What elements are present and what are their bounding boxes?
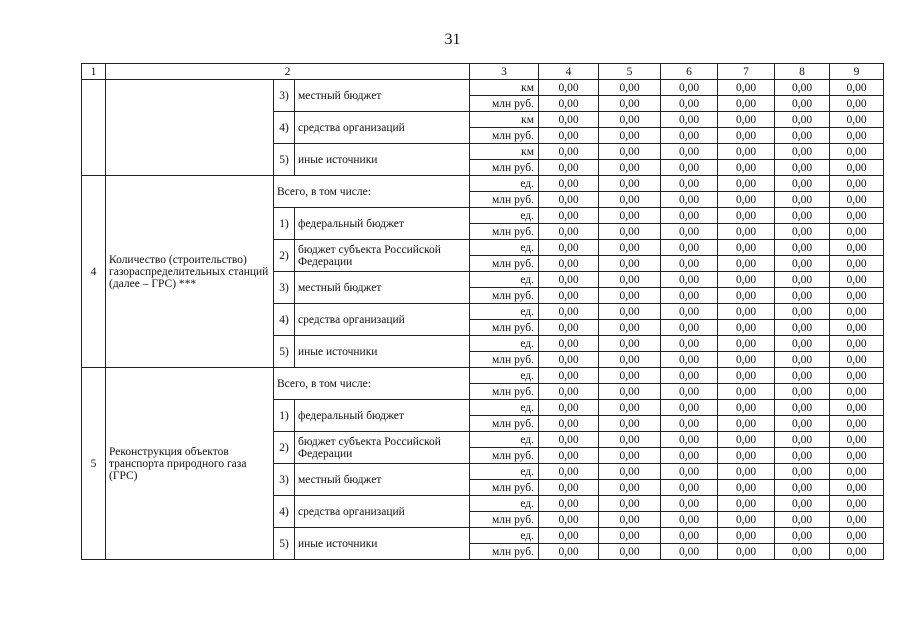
section-name — [106, 80, 274, 176]
value-cell: 0,00 — [775, 400, 830, 416]
header-cell: 9 — [830, 64, 884, 80]
page-number: 31 — [444, 31, 461, 48]
source-index: 5) — [274, 528, 295, 560]
table-row — [82, 176, 884, 192]
value-cell: 0,00 — [539, 352, 599, 368]
value-cell: 0,00 — [830, 144, 884, 160]
value-cell: 0,00 — [830, 336, 884, 352]
source-index: 2) — [274, 432, 295, 464]
value-cell: 0,00 — [661, 336, 718, 352]
value-cell: 0,00 — [775, 304, 830, 320]
value-cell: 0,00 — [775, 416, 830, 432]
value-cell: 0,00 — [539, 336, 599, 352]
source-label: федеральный бюджет — [295, 400, 470, 432]
unit-cell: ед. — [470, 176, 539, 192]
value-cell: 0,00 — [830, 432, 884, 448]
value-cell: 0,00 — [599, 224, 661, 240]
unit-cell: ед. — [470, 208, 539, 224]
value-cell: 0,00 — [718, 416, 775, 432]
value-cell: 0,00 — [830, 176, 884, 192]
value-cell: 0,00 — [599, 160, 661, 176]
value-cell: 0,00 — [661, 128, 718, 144]
unit-cell: млн руб. — [470, 256, 539, 272]
value-cell: 0,00 — [830, 288, 884, 304]
value-cell: 0,00 — [718, 96, 775, 112]
value-cell: 0,00 — [539, 96, 599, 112]
value-cell: 0,00 — [775, 272, 830, 288]
value-cell: 0,00 — [775, 192, 830, 208]
value-cell: 0,00 — [599, 528, 661, 544]
value-cell: 0,00 — [775, 224, 830, 240]
value-cell: 0,00 — [830, 272, 884, 288]
value-cell: 0,00 — [718, 288, 775, 304]
header-cell: 2 — [106, 64, 470, 80]
value-cell: 0,00 — [775, 144, 830, 160]
value-cell: 0,00 — [599, 464, 661, 480]
value-cell: 0,00 — [539, 80, 599, 96]
value-cell: 0,00 — [775, 432, 830, 448]
unit-cell: млн руб. — [470, 384, 539, 400]
value-cell: 0,00 — [661, 352, 718, 368]
value-cell: 0,00 — [599, 112, 661, 128]
value-cell: 0,00 — [830, 208, 884, 224]
value-cell: 0,00 — [539, 480, 599, 496]
value-cell: 0,00 — [661, 160, 718, 176]
value-cell: 0,00 — [830, 256, 884, 272]
unit-cell: млн руб. — [470, 320, 539, 336]
section-name: Количество (строительство) газораспределительных станций (далее – ГРС) *** — [106, 176, 274, 368]
value-cell: 0,00 — [718, 384, 775, 400]
value-cell: 0,00 — [830, 400, 884, 416]
value-cell: 0,00 — [539, 176, 599, 192]
unit-cell: км — [470, 80, 539, 96]
value-cell: 0,00 — [775, 336, 830, 352]
financing-table — [81, 63, 884, 560]
value-cell: 0,00 — [661, 224, 718, 240]
unit-cell: млн руб. — [470, 128, 539, 144]
value-cell: 0,00 — [718, 432, 775, 448]
value-cell: 0,00 — [661, 368, 718, 384]
value-cell: 0,00 — [830, 80, 884, 96]
value-cell: 0,00 — [775, 496, 830, 512]
unit-cell: ед. — [470, 528, 539, 544]
value-cell: 0,00 — [830, 448, 884, 464]
value-cell: 0,00 — [539, 256, 599, 272]
value-cell: 0,00 — [539, 464, 599, 480]
unit-cell: млн руб. — [470, 224, 539, 240]
value-cell: 0,00 — [718, 160, 775, 176]
value-cell: 0,00 — [599, 144, 661, 160]
value-cell: 0,00 — [539, 400, 599, 416]
value-cell: 0,00 — [539, 432, 599, 448]
value-cell: 0,00 — [539, 160, 599, 176]
value-cell: 0,00 — [775, 384, 830, 400]
value-cell: 0,00 — [599, 96, 661, 112]
source-index: 2) — [274, 240, 295, 272]
value-cell: 0,00 — [718, 128, 775, 144]
value-cell: 0,00 — [718, 224, 775, 240]
value-cell: 0,00 — [830, 112, 884, 128]
value-cell: 0,00 — [599, 288, 661, 304]
value-cell: 0,00 — [539, 272, 599, 288]
value-cell: 0,00 — [539, 112, 599, 128]
value-cell: 0,00 — [661, 432, 718, 448]
value-cell: 0,00 — [599, 352, 661, 368]
unit-cell: км — [470, 112, 539, 128]
unit-cell: млн руб. — [470, 416, 539, 432]
value-cell: 0,00 — [830, 224, 884, 240]
source-index: 3) — [274, 272, 295, 304]
value-cell: 0,00 — [830, 496, 884, 512]
section-name: Реконструкция объектов транспорта природного газа (ГРС) — [106, 368, 274, 560]
value-cell: 0,00 — [661, 192, 718, 208]
unit-cell: ед. — [470, 240, 539, 256]
value-cell: 0,00 — [775, 96, 830, 112]
value-cell: 0,00 — [830, 160, 884, 176]
value-cell: 0,00 — [661, 272, 718, 288]
value-cell: 0,00 — [539, 528, 599, 544]
value-cell: 0,00 — [539, 512, 599, 528]
value-cell: 0,00 — [661, 528, 718, 544]
value-cell: 0,00 — [661, 480, 718, 496]
unit-cell: млн руб. — [470, 352, 539, 368]
source-index: 5) — [274, 336, 295, 368]
value-cell: 0,00 — [718, 256, 775, 272]
value-cell: 0,00 — [599, 416, 661, 432]
unit-cell: ед. — [470, 304, 539, 320]
unit-cell: млн руб. — [470, 480, 539, 496]
value-cell: 0,00 — [661, 384, 718, 400]
value-cell: 0,00 — [775, 464, 830, 480]
header-cell: 7 — [718, 64, 775, 80]
value-cell: 0,00 — [599, 400, 661, 416]
source-label: местный бюджет — [295, 464, 470, 496]
value-cell: 0,00 — [539, 144, 599, 160]
value-cell: 0,00 — [599, 304, 661, 320]
value-cell: 0,00 — [775, 320, 830, 336]
value-cell: 0,00 — [599, 256, 661, 272]
value-cell: 0,00 — [661, 208, 718, 224]
source-label: бюджет субъекта Российской Федерации — [295, 240, 470, 272]
value-cell: 0,00 — [775, 128, 830, 144]
value-cell: 0,00 — [661, 288, 718, 304]
value-cell: 0,00 — [775, 240, 830, 256]
unit-cell: км — [470, 144, 539, 160]
source-label: Всего, в том числе: — [274, 176, 470, 208]
unit-cell: млн руб. — [470, 288, 539, 304]
unit-cell: ед. — [470, 400, 539, 416]
value-cell: 0,00 — [539, 192, 599, 208]
value-cell: 0,00 — [661, 80, 718, 96]
value-cell: 0,00 — [661, 512, 718, 528]
source-label: иные источники — [295, 336, 470, 368]
source-index: 3) — [274, 80, 295, 112]
value-cell: 0,00 — [599, 480, 661, 496]
header-cell: 6 — [661, 64, 718, 80]
value-cell: 0,00 — [661, 416, 718, 432]
value-cell: 0,00 — [775, 528, 830, 544]
value-cell: 0,00 — [775, 544, 830, 560]
value-cell: 0,00 — [775, 480, 830, 496]
value-cell: 0,00 — [539, 496, 599, 512]
value-cell: 0,00 — [539, 544, 599, 560]
value-cell: 0,00 — [718, 320, 775, 336]
value-cell: 0,00 — [718, 272, 775, 288]
value-cell: 0,00 — [718, 240, 775, 256]
value-cell: 0,00 — [718, 368, 775, 384]
value-cell: 0,00 — [830, 512, 884, 528]
source-label: бюджет субъекта Российской Федерации — [295, 432, 470, 464]
value-cell: 0,00 — [718, 448, 775, 464]
value-cell: 0,00 — [599, 544, 661, 560]
source-index: 4) — [274, 304, 295, 336]
value-cell: 0,00 — [661, 320, 718, 336]
value-cell: 0,00 — [830, 528, 884, 544]
value-cell: 0,00 — [830, 464, 884, 480]
value-cell: 0,00 — [830, 480, 884, 496]
value-cell: 0,00 — [599, 384, 661, 400]
value-cell: 0,00 — [718, 544, 775, 560]
value-cell: 0,00 — [599, 272, 661, 288]
value-cell: 0,00 — [718, 144, 775, 160]
value-cell: 0,00 — [775, 160, 830, 176]
value-cell: 0,00 — [599, 176, 661, 192]
source-label: местный бюджет — [295, 80, 470, 112]
value-cell: 0,00 — [539, 320, 599, 336]
value-cell: 0,00 — [718, 528, 775, 544]
header-cell: 1 — [82, 64, 106, 80]
value-cell: 0,00 — [539, 288, 599, 304]
unit-cell: ед. — [470, 368, 539, 384]
value-cell: 0,00 — [830, 304, 884, 320]
value-cell: 0,00 — [599, 448, 661, 464]
value-cell: 0,00 — [539, 416, 599, 432]
value-cell: 0,00 — [718, 400, 775, 416]
value-cell: 0,00 — [830, 192, 884, 208]
header-cell: 5 — [599, 64, 661, 80]
value-cell: 0,00 — [661, 448, 718, 464]
section-number: 5 — [82, 368, 106, 560]
value-cell: 0,00 — [599, 512, 661, 528]
value-cell: 0,00 — [830, 320, 884, 336]
source-index: 1) — [274, 400, 295, 432]
unit-cell: млн руб. — [470, 160, 539, 176]
value-cell: 0,00 — [775, 208, 830, 224]
value-cell: 0,00 — [718, 336, 775, 352]
value-cell: 0,00 — [661, 400, 718, 416]
value-cell: 0,00 — [775, 352, 830, 368]
value-cell: 0,00 — [599, 240, 661, 256]
value-cell: 0,00 — [661, 496, 718, 512]
source-index: 5) — [274, 144, 295, 176]
value-cell: 0,00 — [830, 240, 884, 256]
source-label: иные источники — [295, 528, 470, 560]
source-label: иные источники — [295, 144, 470, 176]
source-label: средства организаций — [295, 304, 470, 336]
value-cell: 0,00 — [775, 80, 830, 96]
section-number — [82, 80, 106, 176]
header-row — [82, 64, 884, 80]
value-cell: 0,00 — [539, 384, 599, 400]
source-label: средства организаций — [295, 112, 470, 144]
value-cell: 0,00 — [718, 176, 775, 192]
value-cell: 0,00 — [718, 480, 775, 496]
value-cell: 0,00 — [775, 368, 830, 384]
value-cell: 0,00 — [718, 464, 775, 480]
value-cell: 0,00 — [718, 192, 775, 208]
value-cell: 0,00 — [775, 256, 830, 272]
value-cell: 0,00 — [539, 128, 599, 144]
unit-cell: ед. — [470, 496, 539, 512]
section-number: 4 — [82, 176, 106, 368]
source-label: федеральный бюджет — [295, 208, 470, 240]
value-cell: 0,00 — [599, 192, 661, 208]
value-cell: 0,00 — [830, 96, 884, 112]
value-cell: 0,00 — [830, 384, 884, 400]
unit-cell: ед. — [470, 336, 539, 352]
table-row — [82, 368, 884, 384]
value-cell: 0,00 — [718, 496, 775, 512]
header-cell: 4 — [539, 64, 599, 80]
source-index: 4) — [274, 112, 295, 144]
value-cell: 0,00 — [661, 256, 718, 272]
unit-cell: млн руб. — [470, 192, 539, 208]
unit-cell: млн руб. — [470, 96, 539, 112]
unit-cell: ед. — [470, 432, 539, 448]
value-cell: 0,00 — [539, 304, 599, 320]
value-cell: 0,00 — [661, 96, 718, 112]
source-index: 1) — [274, 208, 295, 240]
source-label: средства организаций — [295, 496, 470, 528]
value-cell: 0,00 — [599, 128, 661, 144]
value-cell: 0,00 — [718, 80, 775, 96]
value-cell: 0,00 — [718, 208, 775, 224]
value-cell: 0,00 — [775, 112, 830, 128]
value-cell: 0,00 — [661, 544, 718, 560]
unit-cell: ед. — [470, 464, 539, 480]
value-cell: 0,00 — [830, 352, 884, 368]
value-cell: 0,00 — [599, 496, 661, 512]
unit-cell: млн руб. — [470, 448, 539, 464]
value-cell: 0,00 — [830, 416, 884, 432]
table-row — [82, 80, 884, 96]
value-cell: 0,00 — [599, 432, 661, 448]
header-cell: 8 — [775, 64, 830, 80]
value-cell: 0,00 — [539, 224, 599, 240]
value-cell: 0,00 — [661, 144, 718, 160]
unit-cell: ед. — [470, 272, 539, 288]
value-cell: 0,00 — [661, 464, 718, 480]
source-index: 4) — [274, 496, 295, 528]
value-cell: 0,00 — [539, 368, 599, 384]
value-cell: 0,00 — [718, 112, 775, 128]
value-cell: 0,00 — [661, 240, 718, 256]
value-cell: 0,00 — [539, 208, 599, 224]
value-cell: 0,00 — [599, 80, 661, 96]
value-cell: 0,00 — [775, 448, 830, 464]
value-cell: 0,00 — [830, 128, 884, 144]
value-cell: 0,00 — [830, 368, 884, 384]
value-cell: 0,00 — [775, 512, 830, 528]
unit-cell: млн руб. — [470, 512, 539, 528]
unit-cell: млн руб. — [470, 544, 539, 560]
value-cell: 0,00 — [718, 352, 775, 368]
value-cell: 0,00 — [661, 176, 718, 192]
value-cell: 0,00 — [718, 512, 775, 528]
value-cell: 0,00 — [661, 112, 718, 128]
value-cell: 0,00 — [599, 368, 661, 384]
source-label: местный бюджет — [295, 272, 470, 304]
table-body — [82, 64, 884, 560]
header-cell: 3 — [470, 64, 539, 80]
source-label: Всего, в том числе: — [274, 368, 470, 400]
value-cell: 0,00 — [599, 320, 661, 336]
value-cell: 0,00 — [718, 304, 775, 320]
value-cell: 0,00 — [539, 240, 599, 256]
value-cell: 0,00 — [661, 304, 718, 320]
value-cell: 0,00 — [775, 288, 830, 304]
value-cell: 0,00 — [599, 336, 661, 352]
value-cell: 0,00 — [775, 176, 830, 192]
value-cell: 0,00 — [830, 544, 884, 560]
source-index: 3) — [274, 464, 295, 496]
value-cell: 0,00 — [599, 208, 661, 224]
value-cell: 0,00 — [539, 448, 599, 464]
